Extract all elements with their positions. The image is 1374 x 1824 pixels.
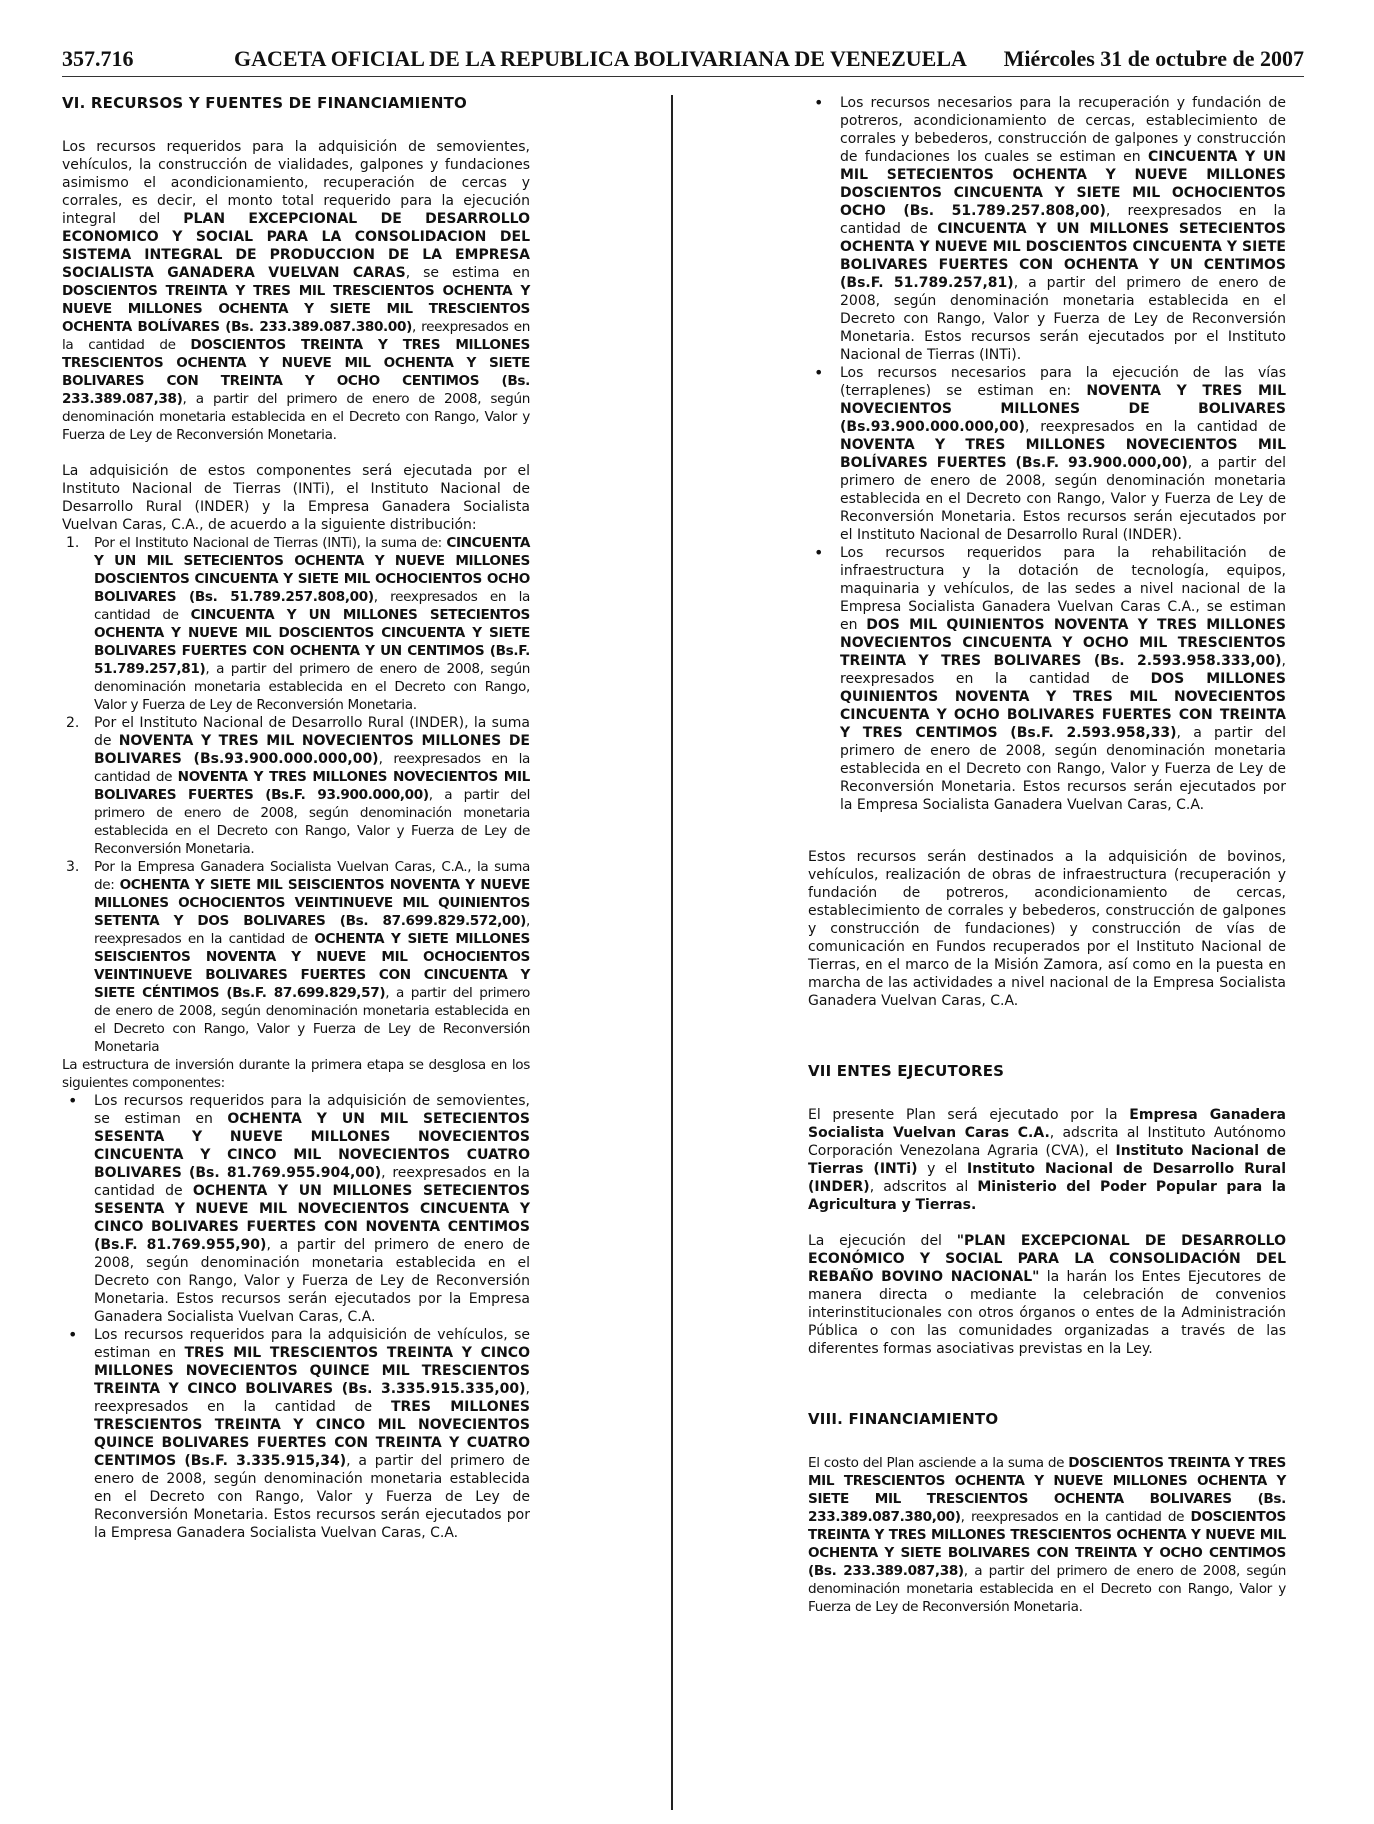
bold-amount-text: OCHENTA Y SIETE MIL SEISCIENTOS NOVENTA Y NUEVE MILLONES OCHOCIENTOS VEINTINUEVE MIL QUINIENTOS SETENTA Y DOS BOLIVARES (Bs. 87.699.829.572,00) <box>94 877 530 929</box>
text-run: , a partir del primero de enero de 2008, según denominación monetaria establecida en el Decreto con Rango, Valor y Fuerza de Ley de Reconversión Monetaria. Estos recursos serán ejecutados por la Empresa Ganadera Socialista Vuelvan Caras, C.A. <box>94 1237 530 1325</box>
list-item <box>808 544 1286 814</box>
text-run: , a partir del primero de enero de 2008, según denominación monetaria establecida en el Decreto con Rango, Valor y Fuerza de Ley de Reconversión Monetaria. Estos recursos serán ejecutados por el Instituto Nacional de Desarrollo Rural (INDER). <box>840 455 1286 543</box>
paragraph-estructura: La estructura de inversión durante la primera etapa se desglosa en los siguientes componentes: <box>62 1057 530 1091</box>
text-run: y el <box>917 1161 967 1177</box>
bold-amount-text: DOSCIENTOS TREINTA Y TRES MIL TRESCIENTOS OCHENTA Y NUEVE MILLONES OCHENTA Y SIETE MIL TRESCIENTOS OCHENTA BOLÍVARES (Bs. 233.389.087.380.00) <box>62 283 530 335</box>
paragraph-costo <box>808 1454 1286 1616</box>
components-list-left <box>62 1092 530 1542</box>
text-run: , a partir del primero de enero de 2008, según denominación monetaria establecida en el Decreto con Rango, Valor y Fuerza de Ley de Reconversión Monetaria. Estos recursos serán ejecutados por el Instituto Nacional de Tierras (INTi). <box>840 275 1286 363</box>
text-run: , a partir del primero de enero de 2008, según denominación monetaria establecida en el Decreto con Rango, Valor y Fuerza de Ley de Reconversión Monetaria. <box>94 661 530 713</box>
bold-amount-text: NOVENTA Y TRES MILLONES NOVECIENTOS MIL BOLÍVARES FUERTES (Bs.F. 93.900.000,00) <box>840 437 1286 471</box>
text-run: Por el Instituto Nacional de Desarrollo Rural (INDER), la suma de <box>94 715 530 749</box>
list-item <box>808 94 1286 364</box>
text-run: El presente Plan será ejecutado por la <box>808 1107 1130 1123</box>
right-column <box>808 94 1286 1634</box>
bullet-icon: • <box>68 1091 78 1110</box>
bold-amount-text: "PLAN EXCEPCIONAL DE DESARROLLO ECONÓMICO Y SOCIAL PARA LA CONSOLIDACIÓN DEL REBAÑO BOVINO NACIONAL" <box>808 1233 1286 1285</box>
text-run: , a partir del primero de enero de 2008, según denominación monetaria establecida en el Decreto con Rango, Valor y Fuerza de Ley de Reconversión Monetaria. <box>808 1563 1286 1615</box>
paragraph-entes <box>808 1106 1286 1214</box>
text-run: , adscritos al <box>869 1179 978 1195</box>
bold-amount-text: Instituto Nacional de Desarrollo Rural (INDER) <box>808 1161 1286 1195</box>
bold-amount-text: CINCUENTA Y UN MIL SETECIENTOS OCHENTA Y NUEVE MILLONES DOSCIENTOS CINCUENTA Y SIETE MIL OCHOCIENTOS OCHO (Bs. 51.789.257.808,00) <box>840 149 1286 219</box>
text-run: Los recursos requeridos para la adquisición de semovientes, vehículos, la construcción de vialidades, galpones y fundaciones asimismo el acondicionamiento, recuperación de cercas y corrales, es decir, el monto total requerido para la ejecución integral del <box>62 139 530 227</box>
bold-amount-text: CINCUENTA Y UN MIL SETECIENTOS OCHENTA Y NUEVE MILLONES DOSCIENTOS CINCUENTA Y SIETE MIL OCHOCIENTOS OCHO BOLIVARES (Bs. 51.789.257.808,00) <box>94 535 530 605</box>
bullet-icon: • <box>814 93 824 112</box>
text-run: Por la Empresa Ganadera Socialista Vuelvan Caras, C.A., la suma de: <box>94 859 530 893</box>
text-run: Los recursos necesarios para la ejecución de las vías (terraplenes) se estiman en: <box>840 365 1286 399</box>
text-run: , reexpresados en la cantidad de <box>94 589 531 623</box>
text-run: Los recursos requeridos para la adquisición de semovientes, se estiman en <box>94 1093 530 1127</box>
bold-amount-text: PLAN EXCEPCIONAL DE DESARROLLO ECONOMICO Y SOCIAL PARA LA CONSOLIDACION DEL SISTEMA INTEGRAL DE PRODUCCION DE LA EMPRESA SOCIALISTA GANADERA VUELVAN CARAS <box>62 211 530 281</box>
text-run: Los recursos requeridos para la rehabilitación de infraestructura y la dotación de tecnología, equipos, maquinaria y vehículos, de las sedes a nivel nacional de la Empresa Socialista Ganadera Vuelvan Caras C.A., se estiman en <box>840 545 1286 633</box>
bold-amount-text: NOVENTA Y TRES MIL NOVECIENTOS MILLONES DE BOLIVARES (Bs.93.900.000.000,00) <box>94 733 530 767</box>
bold-amount-text: OCHENTA Y UN MILLONES SETECIENTOS SESENTA Y NUEVE MIL NOVECIENTOS CINCUENTA Y CINCO BOLIVARES FUERTES CON NOVENTA CENTIMOS (Bs.F. 81.769.955,90) <box>94 1183 531 1253</box>
section-heading-viii: VIII. FINANCIAMIENTO <box>808 1410 999 1428</box>
text-run: , reexpresados en la cantidad de <box>94 751 530 785</box>
paragraph-ejecucion <box>808 1232 1286 1358</box>
text-run: Los recursos necesarios para la recuperación y fundación de potreros, acondicionamiento de cercas, establecimiento de corrales y bebederos, construcción de galpones y construcción de fundaciones los cuales se estiman en <box>840 95 1286 165</box>
text-run: , reexpresados en la cantidad de <box>94 1381 530 1415</box>
list-number: 2. <box>66 715 80 731</box>
text-run: La ejecución del <box>808 1233 957 1249</box>
bold-amount-text: Empresa Ganadera Socialista Vuelvan Caras C.A. <box>808 1107 1286 1141</box>
text-run: , adscrita al Instituto Autónomo Corporación Venezolana Agraria (CVA), el <box>808 1125 1286 1159</box>
text-run: , a partir del primero de enero de 2008, según denominación monetaria establecida en el Decreto con Rango, Valor y Fuerza de Ley de Reconversión Monetaria. <box>94 787 530 857</box>
list-item <box>62 714 530 858</box>
column-divider <box>671 95 673 1810</box>
section-heading-vi: VI. RECURSOS Y FUENTES DE FINANCIAMIENTO <box>62 94 467 112</box>
publication-title: GACETA OFICIAL DE LA REPUBLICA BOLIVARIANA DE VENEZUELA <box>234 46 967 71</box>
bold-amount-text: DOSCIENTOS TREINTA Y TRES MIL TRESCIENTOS OCHENTA Y NUEVE MILLONES OCHENTA Y SIETE MIL TRESCIENTOS OCHENTA BOLIVARES (Bs. 233.389.087.380,00) <box>808 1455 1286 1525</box>
page-number: 357.716 <box>62 46 134 71</box>
list-item <box>808 364 1286 544</box>
paragraph-recursos <box>62 138 530 444</box>
bold-amount-text: CINCUENTA Y UN MILLONES SETECIENTOS OCHENTA Y NUEVE MIL DOSCIENTOS CINCUENTA Y SIETE BOLIVARES FUERTES CON OCHENTA Y UN CENTIMOS (Bs.F. 51.789.257,81) <box>94 607 530 677</box>
header-rule <box>62 76 1304 77</box>
list-number: 3. <box>66 859 80 875</box>
text-run: , reexpresados en la cantidad de <box>840 203 1286 237</box>
bullet-icon: • <box>814 363 824 382</box>
text-run: Los recursos requeridos para la adquisición de vehículos, se estiman en <box>94 1327 530 1361</box>
bold-amount-text: DOS MILLONES QUINIENTOS NOVENTA Y TRES MIL NOVECIENTOS CINCUENTA Y OCHO BOLIVARES FUERTES CON TREINTA Y TRES CENTIMOS (Bs.F. 2.593.958,33) <box>840 671 1287 741</box>
distribution-list <box>62 534 530 1056</box>
bullet-icon: • <box>68 1325 78 1344</box>
text-run: , reexpresados en la cantidad de <box>94 1165 530 1199</box>
text-run: , reexpresados en la cantidad de <box>840 653 1286 687</box>
bold-amount-text: TRES MILLONES TRESCIENTOS TREINTA Y CINCO MIL NOVECIENTOS QUINCE BOLIVARES FUERTES CON TREINTA Y CUATRO CENTIMOS (Bs.F. 3.335.915,34) <box>94 1399 530 1469</box>
text-run: , a partir del primero de enero de 2008, según denominación monetaria establecida en el Decreto con Rango, Valor y Fuerza de Ley de Reconversión Monetaria. Estos recursos serán ejecutados por la Empresa Socialista Ganadera Vuelvan Caras, C.A. <box>840 725 1286 813</box>
bold-amount-text: Ministerio del Poder Popular para la Agricultura y Tierras. <box>808 1179 1286 1213</box>
text-run: , reexpresados en la cantidad de <box>62 319 530 353</box>
list-item <box>62 1326 530 1542</box>
bold-amount-text: DOSCIENTOS TREINTA Y TRES MILLONES TRESCIENTOS OCHENTA Y NUEVE MIL OCHENTA Y SIETE BOLIVARES CON TREINTA Y OCHO CENTIMOS (Bs. 233.389.087,38) <box>808 1509 1286 1579</box>
bold-amount-text: NOVENTA Y TRES MILLONES NOVECIENTOS MIL BOLIVARES FUERTES (Bs.F. 93.900.000,00) <box>94 769 530 803</box>
text-run: , reexpresados en la cantidad de <box>94 913 530 947</box>
left-column <box>62 94 530 1542</box>
section-heading-vii: VII ENTES EJECUTORES <box>808 1062 1005 1080</box>
text-run: , reexpresados en la cantidad de <box>960 1509 1191 1525</box>
bold-amount-text: NOVENTA Y TRES MIL NOVECIENTOS MILLONES DE BOLIVARES (Bs.93.900.000.000,00) <box>840 383 1287 435</box>
bold-amount-text: Instituto Nacional de Tierras (INTi) <box>808 1143 1286 1177</box>
text-run: , a partir del primero de enero de 2008, según denominación monetaria establecida en el Decreto con Rango, Valor y Fuerza de Ley de Reconversión Monetaria <box>94 985 530 1055</box>
bold-amount-text: CINCUENTA Y UN MILLONES SETECIENTOS OCHENTA Y NUEVE MIL DOSCIENTOS CINCUENTA Y SIETE BOLIVARES FUERTES CON OCHENTA Y UN CENTIMOS (Bs.F. 51.789.257,81) <box>840 221 1286 291</box>
list-item <box>62 858 530 1056</box>
paragraph-adquisicion: La adquisición de estos componentes será ejecutada por el Instituto Nacional de Tierras (INTi), el Instituto Nacional de Desarrollo Rural (INDER) y la Empresa Ganadera Socialista Vuelvan Caras, C.A., de acuerdo a la siguiente distribución: <box>62 463 530 533</box>
publication-date: Miércoles 31 de octubre de 2007 <box>1003 46 1304 71</box>
text-run: , reexpresados en la cantidad de <box>1025 419 1286 435</box>
bold-amount-text: OCHENTA Y SIETE MILLONES SEISCIENTOS NOVENTA Y NUEVE MIL OCHOCIENTOS VEINTINUEVE BOLIVARES FUERTES CON CINCUENTA Y SIETE CÉNTIMOS (Bs.F. 87.699.829,57) <box>94 931 531 1001</box>
list-item <box>62 1092 530 1326</box>
text-run: , a partir del primero de enero de 2008, según denominación monetaria establecida en el Decreto con Rango, Valor y Fuerza de Ley de Reconversión Monetaria. Estos recursos serán ejecutados por la Empresa Ganadera Socialista Vuelvan Caras, C.A. <box>94 1453 530 1541</box>
list-item <box>62 534 530 714</box>
text-run: , se estima en <box>405 265 530 281</box>
text-run: , a partir del primero de enero de 2008, según denominación monetaria establecida en el Decreto con Rango, Valor y Fuerza de Ley de Reconversión Monetaria. <box>62 391 530 443</box>
components-list-right <box>808 94 1286 814</box>
text-run: El costo del Plan asciende a la suma de <box>808 1455 1069 1471</box>
bullet-icon: • <box>814 543 824 562</box>
list-number: 1. <box>66 535 80 551</box>
text-run: la harán los Entes Ejecutores de manera directa o mediante la celebración de convenios interinstitucionales con otros órganos o entes de la Administración Pública o con las comunidades organizadas a través de las diferentes formas asociativas previstas en la Ley. <box>808 1269 1286 1357</box>
page-header <box>62 46 1304 74</box>
bold-amount-text: DOSCIENTOS TREINTA Y TRES MILLONES TRESCIENTOS OCHENTA Y NUEVE MIL OCHENTA Y SIETE BOLIVARES CON TREINTA Y OCHO CENTIMOS (Bs. 233.389.087,38) <box>62 337 530 407</box>
paragraph-destino: Estos recursos serán destinados a la adquisición de bovinos, vehículos, realización de obras de infraestructura (recuperación y fundación de potreros, acondicionamiento de cercas, establecimiento de corrales y bebederos, construcción de galpones y construcción de fundaciones) y construcción de vías de comunicación en Fundos recuperados por el Instituto Nacional de Tierras, en el marco de la Misión Zamora, así como en la puesta en marcha de las actividades a nivel nacional de la Empresa Socialista Ganadera Vuelvan Caras, C.A. <box>808 849 1286 1009</box>
text-run: Por el Instituto Nacional de Tierras (INTi), la suma de: <box>94 535 447 551</box>
bold-amount-text: OCHENTA Y UN MIL SETECIENTOS SESENTA Y NUEVE MILLONES NOVECIENTOS CINCUENTA Y CINCO MIL NOVECIENTOS CUATRO BOLIVARES (Bs. 81.769.955.904,00) <box>94 1111 531 1181</box>
bold-amount-text: TRES MIL TRESCIENTOS TREINTA Y CINCO MILLONES NOVECIENTOS QUINCE MIL TRESCIENTOS TREINTA Y CINCO BOLIVARES (Bs. 3.335.915.335,00) <box>94 1345 530 1397</box>
bold-amount-text: DOS MIL QUINIENTOS NOVENTA Y TRES MILLONES NOVECIENTOS CINCUENTA Y OCHO MIL TRESCIENTOS TREINTA Y TRES BOLIVARES (Bs. 2.593.958.333,00) <box>840 617 1286 669</box>
